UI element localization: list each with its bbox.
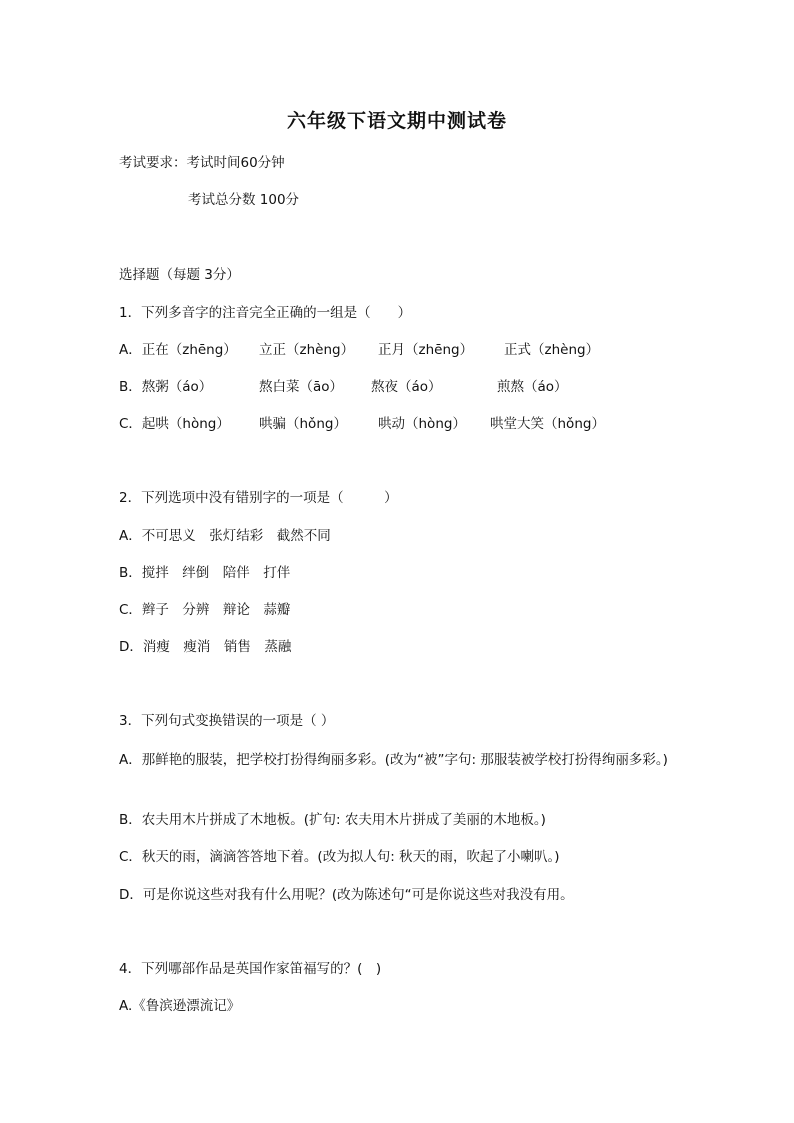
option-a-item-1: A．正在（zhēng）	[119, 342, 237, 358]
section-heading: 选择题（每题 3分）	[119, 267, 240, 283]
question-3-option-c: C．秋天的雨，滴滴答答地下着。(改为拟人句: 秋天的雨，吹起了小喇叭。)	[119, 849, 560, 865]
option-b-item-4: 煎熬（áo）	[497, 379, 568, 395]
option-c-item-3: 哄动（hòng）	[378, 416, 466, 432]
question-3-option-d: D．可是你说这些对我有什么用呢？(改为陈述句“可是你说这些对我没有用。	[119, 887, 574, 903]
question-4-stem: 4．下列哪部作品是英国作家笛福写的？( )	[119, 961, 382, 977]
question-2-stem: 2．下列选项中没有错别字的一项是（ ）	[119, 490, 398, 506]
option-b-item-2: 熬白菜（āo）	[259, 379, 344, 395]
question-2-option-c: C．辫子 分辨 辩论 蒜瓣	[119, 602, 291, 618]
exam-requirement-score: 考试总分数 100分	[188, 192, 300, 208]
option-b-item-1: B．熬粥（áo）	[119, 379, 213, 395]
question-2-option-d: D．消瘦 瘦消 销售 蒸融	[119, 639, 292, 655]
question-2-option-a: A．不可思义 张灯结彩 截然不同	[119, 528, 331, 544]
question-3-option-a: A．那鲜艳的服装，把学校打扮得绚丽多彩。(改为“被”字句: 那服装被学校打扮得绚丽多彩。)	[119, 752, 668, 768]
option-b-item-3: 熬夜（áo）	[371, 379, 442, 395]
question-3-option-b: B．农夫用木片拼成了木地板。(扩句: 农夫用木片拼成了美丽的木地板。)	[119, 812, 546, 828]
question-3-stem: 3．下列句式变换错误的一项是（ ）	[119, 713, 335, 729]
option-a-item-4: 正式（zhèng）	[504, 342, 600, 358]
question-1-stem: 1．下列多音字的注音完全正确的一组是（ ）	[119, 305, 412, 321]
option-c-item-2: 哄骗（hǒng）	[259, 416, 347, 432]
question-1-option-b-row	[119, 377, 679, 397]
question-1-option-c-row	[119, 414, 679, 434]
option-a-item-3: 正月（zhēng）	[378, 342, 474, 358]
page-title: 六年级下语文期中测试卷	[286, 110, 507, 132]
exam-requirement-time: 考试要求：考试时间60分钟	[119, 155, 285, 171]
question-1-option-a-row	[119, 340, 679, 360]
question-4-option-a: A.《鲁滨逊漂流记》	[119, 998, 241, 1014]
option-c-item-4: 哄堂大笑（hǒng）	[490, 416, 605, 432]
option-c-item-1: C．起哄（hòng）	[119, 416, 230, 432]
question-2-option-b: B．搅拌 绊倒 陪伴 打伴	[119, 565, 291, 581]
option-a-item-2: 立正（zhèng）	[259, 342, 355, 358]
